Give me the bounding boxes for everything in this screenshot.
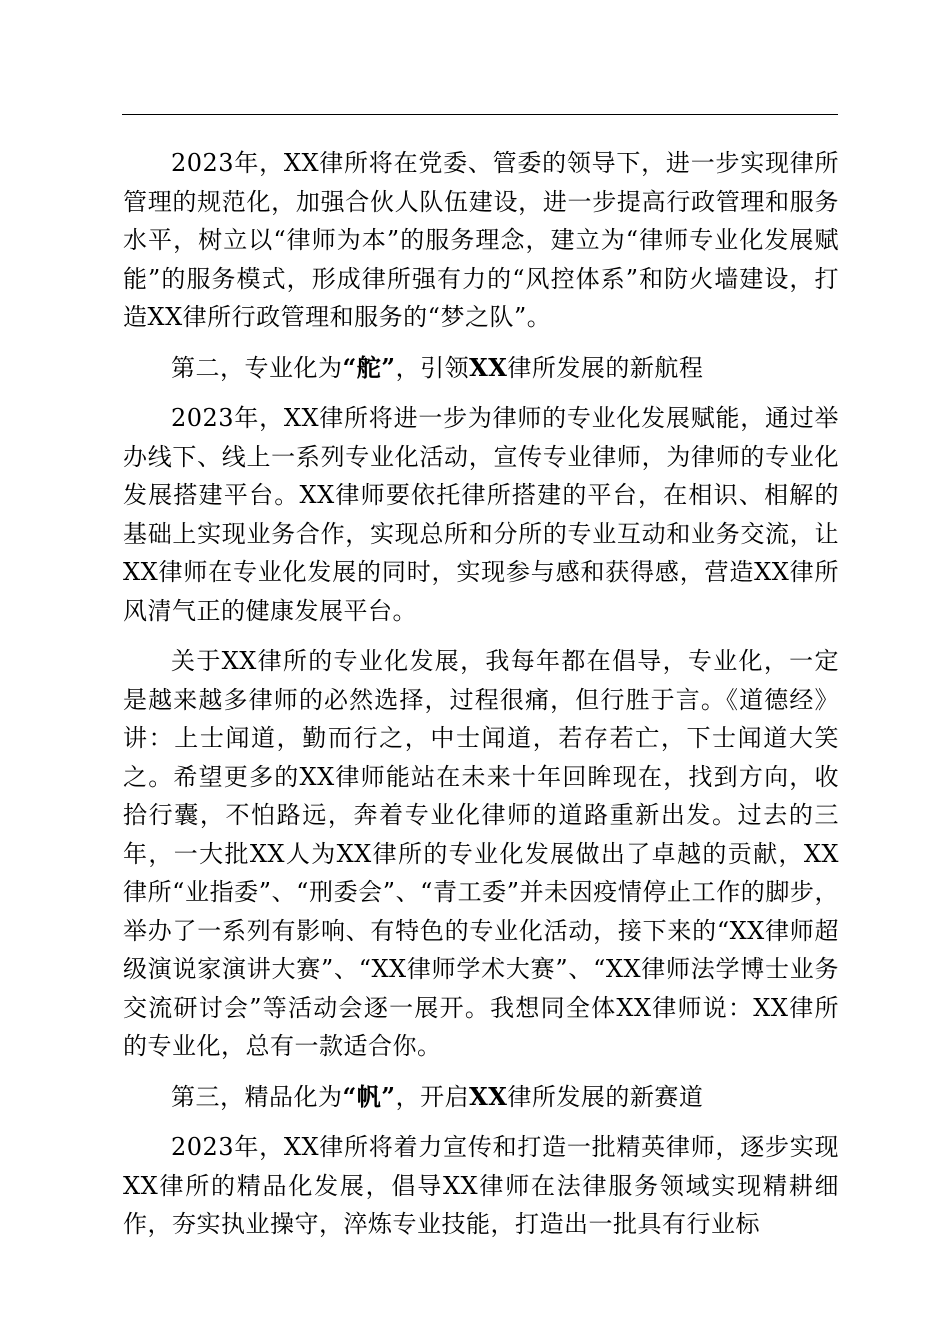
paragraph: 关于XX律所的专业化发展，我每年都在倡导，专业化，一定是越来越多律师的必然选择，过程很痛，但行胜于言。《道德经》讲：上士闻道，勤而行之，中士闻道，若存若亡，下士闻道大笑之。希望更多的XX律师能站在未来十年回眸现在，找到方向，收拾行囊，不怕路远，奔着专业化律师的道路重新出发。过去的三年，一大批XX人为XX律所的专业化发展做出了卓越的贡献，XX律所“业指委”、“刑委会”、“青工委”并未因疫情停止工作的脚步，举办了一系列有影响、有特色的专业化活动，接下来的“XX律师超级演说家演讲大赛”、“XX律师学术大赛”、“XX律师法学博士业务交流研讨会”等活动会逐一展开。我想同全体XX律师说：XX律所的专业化，总有一款适合你。 — [123, 647, 839, 1060]
header-rule — [122, 114, 838, 115]
heading-brand: XX — [469, 352, 508, 382]
heading-suffix: 律所发展的新赛道 — [507, 1082, 704, 1111]
heading-mark: “舵” — [342, 352, 396, 382]
paragraph: 2023年，XX律所将进一步为律师的专业化发展赋能，通过举办线下、线上一系列专业化活动，宣传专业律师，为律师的专业化发展搭建平台。XX律师要依托律所搭建的平台，在相识、相解的基础上实现业务合作，实现总所和分所的专业互动和业务交流，让XX律师在专业化发展的同时，实现参与感和获得感，营造XX律所风清气正的健康发展平台。 — [123, 404, 839, 625]
heading-mark: “帆” — [342, 1081, 396, 1111]
heading-prefix: 第三，精品化为 — [171, 1082, 343, 1111]
heading-middle: ，开启 — [395, 1082, 470, 1111]
section-heading — [123, 349, 839, 388]
paragraph: 2023年，XX律所将在党委、管委的领导下，进一步实现律所管理的规范化，加强合伙人队伍建设，进一步提高行政管理和服务水平，树立以“律师为本”的服务理念，建立为“律师专业化发展赋能”的服务模式，形成律所强有力的“风控体系”和防火墙建设，打造XX律所行政管理和服务的“梦之队”。 — [123, 149, 839, 331]
document-body — [123, 144, 839, 1256]
heading-prefix: 第二，专业化为 — [171, 353, 343, 382]
heading-suffix: 律所发展的新航程 — [507, 353, 704, 382]
paragraph: 2023年，XX律所将着力宣传和打造一批精英律师，逐步实现XX律所的精品化发展，倡导XX律师在法律服务领域实现精耕细作，夯实执业操守，淬炼专业技能，打造出一批具有行业标 — [123, 1133, 839, 1238]
heading-middle: ，引领 — [395, 353, 470, 382]
heading-brand: XX — [469, 1081, 508, 1111]
section-heading — [123, 1078, 839, 1117]
